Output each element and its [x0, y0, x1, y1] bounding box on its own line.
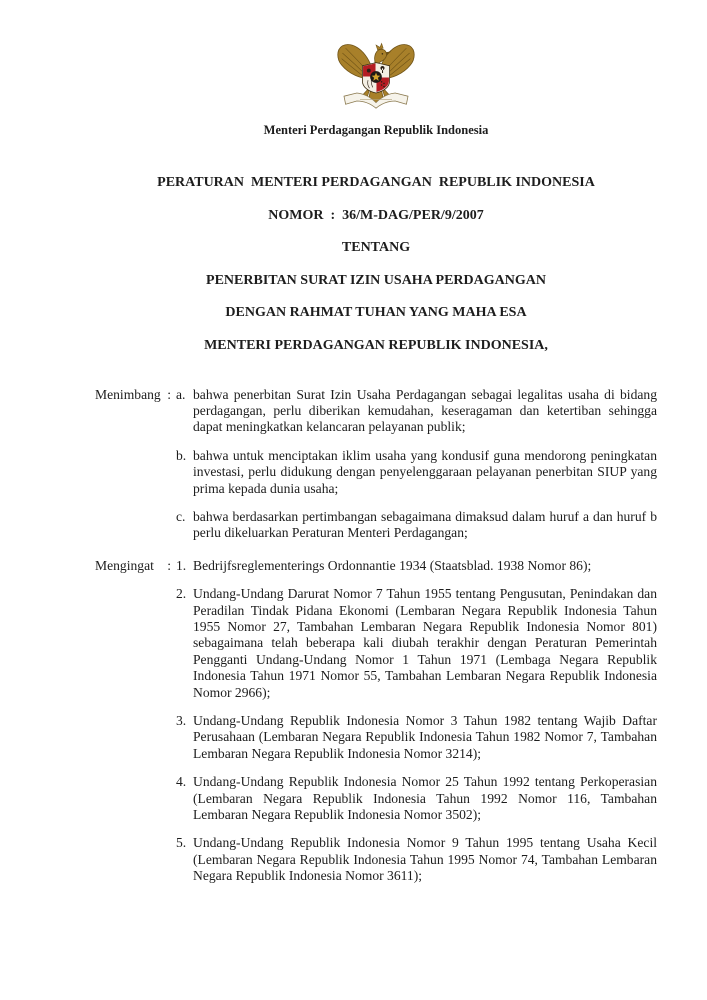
section-label-colon: :	[167, 386, 171, 402]
preamble-sections	[95, 387, 657, 885]
title-block	[95, 174, 657, 354]
list-item	[176, 774, 657, 823]
list-item-text: Undang-Undang Republik Indonesia Nomor 9 Tahun 1995 tentang Usaha Kecil (Lembaran Negara Republik Indonesia Tahun 1995 Nomor 74, Tambahan Lembaran Negara Republik Indonesia Nomor 3611);	[193, 835, 657, 884]
invocation-line: DENGAN RAHMAT TUHAN YANG MAHA ESA	[225, 305, 527, 320]
list-item	[176, 509, 657, 542]
regulation-number-line: NOMOR : 36/M-DAG/PER/9/2007	[268, 207, 484, 223]
section-label-text: Menimbang	[95, 386, 161, 402]
list-item-text: Undang-Undang Republik Indonesia Nomor 3 Tahun 1982 tentang Wajib Daftar Perusahaan (Lembaran Negara Republik Indonesia Tahun 1982 Nomor 7, Tambahan Lembaran Negara Republik Indonesia Nomor 3214);	[193, 713, 657, 761]
section-menimbang	[95, 387, 657, 542]
list-item-marker: 2.	[176, 586, 187, 602]
section-label-mengingat	[95, 558, 176, 885]
list-item-marker: 3.	[176, 713, 187, 728]
list-item-text: bahwa untuk menciptakan iklim usaha yang kondusif guna mendorong peningkatan investasi, perlu didukung dengan penyelenggaraan pelayanan penerbitan SIUP yang prima kepada dunia usaha;	[193, 447, 657, 496]
document-header	[95, 38, 657, 138]
list-item-text: bahwa berdasarkan pertimbangan sebagaimana dimaksud dalam huruf a dan huruf b perlu dikeluarkan Peraturan Menteri Perdagangan;	[193, 508, 657, 541]
section-mengingat	[95, 558, 657, 885]
regulation-title-line: PERATURAN MENTERI PERDAGANGAN REPUBLIK INDONESIA	[157, 175, 595, 190]
authority-line: MENTERI PERDAGANGAN REPUBLIK INDONESIA,	[204, 337, 548, 353]
list-item-marker: b.	[176, 447, 187, 463]
list-item	[176, 558, 657, 574]
list-item	[176, 586, 657, 701]
pancasila-shield	[362, 63, 389, 93]
list-item	[176, 835, 657, 884]
list-item-text: Undang-Undang Republik Indonesia Nomor 25 Tahun 1992 tentang Perkoperasian (Lembaran Negara Republik Indonesia Tahun 1992 Nomor 116, Tambahan Lembaran Negara Republik Indonesia Nomor 3502);	[193, 774, 657, 823]
list-item	[176, 713, 657, 762]
list-item-text: Undang-Undang Darurat Nomor 7 Tahun 1955 tentang Pengusutan, Penindakan dan Peradilan Tindak Pidana Ekonomi (Lembaran Negara Republik Indonesia Tahun 1955 Nomor 27, Tambahan Lembaran Negara Republik Indonesia Nomor 801) sebagaimana telah beberapa kali diubah terakhir dengan Peraturan Pemerintah Pengganti Undang-Undang Nomor 1 Tahun 1971 (Lembaga Negara Republik Indonesia Tahun 1971 Nomor 55, Tambahan Lembaran Negara Republik Indonesia Nomor 2966);	[193, 586, 657, 700]
tentang-line: TENTANG	[341, 240, 411, 255]
list-item-marker: a.	[176, 386, 186, 402]
list-item-marker: c.	[176, 508, 186, 524]
subject-line: PENERBITAN SURAT IZIN USAHA PERDAGANGAN	[206, 272, 546, 288]
garuda-pancasila-emblem	[336, 38, 416, 116]
ministry-name: Menteri Perdagangan Republik Indonesia	[263, 123, 489, 137]
section-label-menimbang	[95, 387, 176, 542]
list-item-marker: 1.	[176, 557, 187, 573]
list-item-marker: 5.	[176, 835, 187, 851]
list-item-marker: 4.	[176, 774, 187, 790]
list-item	[176, 387, 657, 436]
list-item-text: bahwa penerbitan Surat Izin Usaha Perdagangan sebagai legalitas usaha di bidang perdagangan, perlu diberikan kemudahan, keseragaman dan ketertiban sehingga dapat meningkatkan kelancaran pelayanan publik;	[193, 386, 657, 435]
list-item-text: Bedrijfsreglementerings Ordonnantie 1934 (Staatsblad. 1938 Nomor 86);	[193, 557, 592, 573]
mengingat-items	[176, 558, 657, 885]
menimbang-items	[176, 387, 657, 542]
section-label-text: Mengingat	[95, 557, 154, 573]
section-label-colon: :	[167, 557, 171, 573]
list-item	[176, 448, 657, 497]
